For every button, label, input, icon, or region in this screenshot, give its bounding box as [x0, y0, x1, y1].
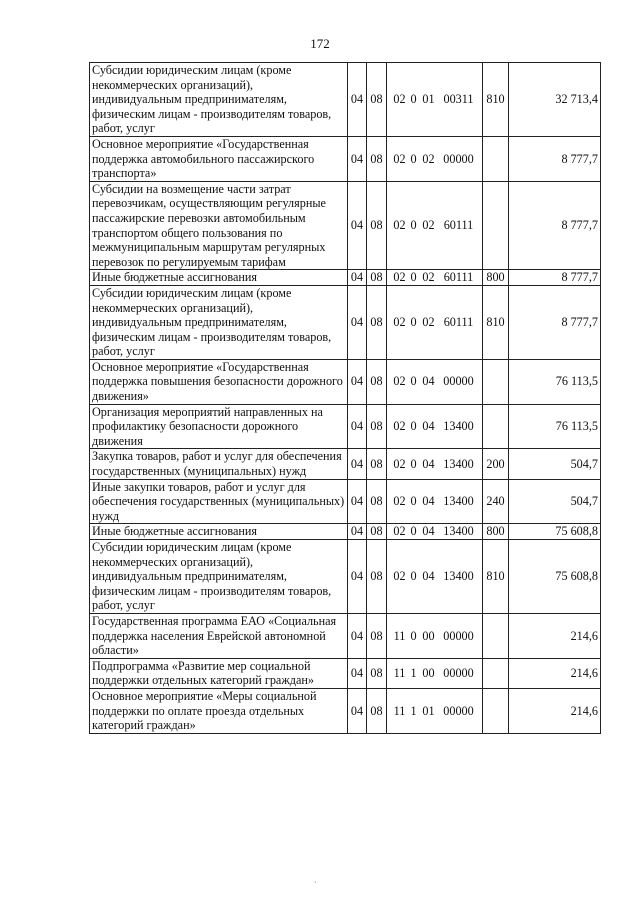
cell-rz: 04 [350, 524, 364, 539]
row-csr [387, 613, 483, 658]
cell-p2: 0 [410, 524, 417, 539]
cell-vr: 810 [486, 92, 505, 107]
table-row [90, 658, 601, 688]
cell-p3: 02 [422, 315, 435, 330]
cell-p3: 04 [422, 374, 435, 389]
cell-p2: 0 [410, 456, 417, 471]
row-name [90, 658, 348, 688]
row-name [90, 540, 348, 614]
cell-p3: 04 [422, 569, 435, 584]
cell-p1: 02 [393, 315, 406, 330]
row-csr [387, 136, 483, 181]
cell-name: Основное мероприятие «Государственная поддержка повышения безопасности дорожного движения» [92, 359, 343, 404]
cell-pr: 08 [370, 374, 383, 389]
cell-p4: 13400 [443, 569, 474, 584]
row-pr [367, 285, 387, 359]
cell-p1: 02 [393, 92, 406, 107]
cell-name: Закупка товаров, работ и услуг для обеспечения государственных (муниципальных) нужд [92, 449, 342, 479]
cell-pr: 08 [370, 419, 383, 434]
row-csr [387, 63, 483, 137]
row-pr [367, 404, 387, 449]
cell-p4: 13400 [443, 524, 474, 539]
cell-pr: 08 [370, 151, 383, 166]
budget-table [89, 62, 601, 734]
table-row [90, 63, 601, 137]
cell-p3: 04 [422, 419, 435, 434]
cell-sum: 8 777,7 [561, 218, 598, 233]
cell-p3: 01 [422, 92, 435, 107]
cell-rz: 04 [350, 374, 364, 389]
row-pr [367, 524, 387, 540]
cell-p1: 11 [393, 628, 406, 643]
cell-sum: 214,6 [570, 628, 598, 643]
table-row [90, 285, 601, 359]
row-sum [509, 688, 601, 733]
cell-pr: 08 [370, 628, 383, 643]
cell-p4: 60111 [443, 270, 474, 285]
cell-p1: 02 [393, 494, 406, 509]
cell-p1: 02 [393, 456, 406, 471]
cell-sum: 214,6 [570, 666, 598, 681]
row-rz [348, 658, 367, 688]
row-rz [348, 359, 367, 404]
cell-p2: 1 [410, 666, 417, 681]
cell-p2: 0 [410, 569, 417, 584]
cell-p2: 0 [410, 374, 417, 389]
cell-sum: 504,7 [570, 456, 598, 471]
cell-p1: 02 [393, 374, 406, 389]
row-csr [387, 270, 483, 286]
cell-p4: 60111 [443, 315, 474, 330]
cell-p2: 0 [410, 218, 417, 233]
table-row [90, 136, 601, 181]
cell-pr: 08 [370, 569, 383, 584]
cell-rz: 04 [350, 456, 364, 471]
row-sum [509, 63, 601, 137]
row-name [90, 181, 348, 270]
cell-p1: 02 [393, 151, 406, 166]
row-rz [348, 181, 367, 270]
cell-p3: 04 [422, 494, 435, 509]
row-vr [483, 404, 509, 449]
row-rz [348, 136, 367, 181]
row-csr [387, 404, 483, 449]
cell-p3: 02 [422, 218, 435, 233]
cell-rz: 04 [350, 315, 364, 330]
row-sum [509, 404, 601, 449]
row-sum [509, 136, 601, 181]
row-sum [509, 613, 601, 658]
cell-p4: 13400 [443, 419, 474, 434]
cell-p4: 00000 [443, 703, 474, 718]
row-rz [348, 613, 367, 658]
row-name [90, 63, 348, 137]
cell-vr: 810 [486, 315, 505, 330]
row-csr [387, 359, 483, 404]
cell-p2: 0 [410, 270, 417, 285]
table-row [90, 540, 601, 614]
row-rz [348, 270, 367, 286]
cell-p3: 00 [422, 666, 435, 681]
cell-name: Субсидии на возмещение части затрат перевозчикам, осуществляющим регулярные пассажирские перевозки автомобильным транспортом общего пользования по межмуниципальным маршрутам регулярных перевозок по регулируемым тарифам [92, 181, 326, 269]
row-name [90, 524, 348, 540]
row-csr [387, 285, 483, 359]
cell-name: Субсидии юридическим лицам (кроме некоммерческих организаций), индивидуальным предпринимателям, физическим лицам - производителям товаров, работ, услуг [92, 63, 332, 136]
cell-pr: 08 [370, 494, 383, 509]
row-pr [367, 359, 387, 404]
cell-p3: 00 [422, 628, 435, 643]
row-csr [387, 524, 483, 540]
row-name [90, 359, 348, 404]
cell-p4: 00000 [443, 374, 474, 389]
row-pr [367, 136, 387, 181]
row-name [90, 404, 348, 449]
table-row [90, 479, 601, 524]
cell-rz: 04 [350, 703, 364, 718]
cell-name: Подпрограмма «Развитие мер социальной поддержки отдельных категорий граждан» [92, 658, 314, 688]
cell-p2: 0 [410, 315, 417, 330]
footer-mark: · [314, 878, 317, 887]
row-vr [483, 688, 509, 733]
row-sum [509, 540, 601, 614]
cell-p1: 02 [393, 270, 406, 285]
row-vr [483, 479, 509, 524]
row-sum [509, 285, 601, 359]
cell-p2: 0 [410, 151, 417, 166]
row-pr [367, 688, 387, 733]
row-csr [387, 449, 483, 479]
row-vr [483, 658, 509, 688]
table-row [90, 404, 601, 449]
cell-p2: 0 [410, 419, 417, 434]
cell-sum: 76 113,5 [555, 374, 598, 389]
cell-p1: 02 [393, 524, 406, 539]
cell-sum: 8 777,7 [561, 315, 598, 330]
cell-p3: 04 [422, 456, 435, 471]
row-pr [367, 479, 387, 524]
cell-rz: 04 [350, 270, 364, 285]
row-rz [348, 540, 367, 614]
row-sum [509, 181, 601, 270]
row-csr [387, 658, 483, 688]
cell-p1: 11 [393, 666, 406, 681]
row-pr [367, 63, 387, 137]
cell-vr: 240 [486, 494, 505, 509]
row-rz [348, 285, 367, 359]
row-vr [483, 449, 509, 479]
cell-name: Основное мероприятие «Государственная поддержка автомобильного пассажирского транспорта» [92, 136, 315, 181]
cell-p3: 01 [422, 703, 435, 718]
row-name [90, 270, 348, 286]
row-csr [387, 181, 483, 270]
cell-sum: 504,7 [570, 494, 598, 509]
cell-pr: 08 [370, 703, 383, 718]
row-rz [348, 63, 367, 137]
cell-pr: 08 [370, 666, 383, 681]
row-pr [367, 449, 387, 479]
row-rz [348, 449, 367, 479]
cell-vr: 810 [486, 569, 505, 584]
table-row [90, 688, 601, 733]
cell-p4: 00000 [443, 628, 474, 643]
cell-vr: 200 [486, 456, 505, 471]
cell-p2: 1 [410, 703, 417, 718]
cell-sum: 214,6 [570, 703, 598, 718]
cell-pr: 08 [370, 456, 383, 471]
cell-p1: 02 [393, 419, 406, 434]
cell-p3: 02 [422, 151, 435, 166]
cell-pr: 08 [370, 218, 383, 233]
cell-p4: 13400 [443, 494, 474, 509]
cell-sum: 76 113,5 [555, 419, 598, 434]
row-vr [483, 524, 509, 540]
row-sum [509, 479, 601, 524]
row-csr [387, 688, 483, 733]
cell-name: Организация мероприятий направленных на профилактику безопасности дорожного движения [92, 404, 323, 448]
cell-p4: 00311 [443, 92, 474, 107]
cell-p1: 02 [393, 569, 406, 584]
cell-rz: 04 [350, 569, 364, 584]
cell-rz: 04 [350, 218, 364, 233]
cell-p4: 00000 [443, 151, 474, 166]
row-vr [483, 359, 509, 404]
row-name [90, 688, 348, 733]
table-row [90, 181, 601, 270]
row-csr [387, 479, 483, 524]
cell-p4: 00000 [443, 666, 474, 681]
cell-name: Государственная программа ЕАО «Социальная поддержка населения Еврейской автономной области» [92, 613, 337, 658]
cell-sum: 32 713,4 [555, 92, 598, 107]
cell-name: Иные бюджетные ассигнования [92, 524, 258, 539]
table-row [90, 359, 601, 404]
row-name [90, 449, 348, 479]
cell-rz: 04 [350, 419, 364, 434]
cell-rz: 04 [350, 151, 364, 166]
row-name [90, 136, 348, 181]
cell-vr: 800 [486, 270, 505, 285]
row-sum [509, 270, 601, 286]
row-rz [348, 688, 367, 733]
table-row [90, 449, 601, 479]
cell-rz: 04 [350, 666, 364, 681]
cell-pr: 08 [370, 92, 383, 107]
table-row [90, 270, 601, 286]
row-vr [483, 613, 509, 658]
cell-sum: 75 608,8 [555, 524, 598, 539]
cell-rz: 04 [350, 494, 364, 509]
cell-p2: 0 [410, 628, 417, 643]
row-vr [483, 270, 509, 286]
row-rz [348, 524, 367, 540]
cell-p1: 02 [393, 218, 406, 233]
cell-sum: 8 777,7 [561, 151, 598, 166]
row-pr [367, 181, 387, 270]
cell-pr: 08 [370, 524, 383, 539]
cell-p3: 04 [422, 524, 435, 539]
row-vr [483, 63, 509, 137]
row-pr [367, 658, 387, 688]
cell-pr: 08 [370, 315, 383, 330]
cell-p2: 0 [410, 494, 417, 509]
row-csr [387, 540, 483, 614]
row-vr [483, 181, 509, 270]
cell-vr: 800 [486, 524, 505, 539]
row-name [90, 285, 348, 359]
row-name [90, 613, 348, 658]
cell-rz: 04 [350, 92, 364, 107]
row-vr [483, 136, 509, 181]
row-sum [509, 524, 601, 540]
cell-name: Субсидии юридическим лицам (кроме некоммерческих организаций), индивидуальным предпринимателям, физическим лицам - производителям товаров, работ, услуг [92, 285, 332, 359]
table-row [90, 524, 601, 540]
row-sum [509, 449, 601, 479]
cell-name: Иные закупки товаров, работ и услуг для обеспечения государственных (муниципальных) нужд [92, 479, 345, 523]
cell-name: Иные бюджетные ассигнования [92, 270, 258, 285]
cell-pr: 08 [370, 270, 383, 285]
table-row [90, 613, 601, 658]
cell-p2: 0 [410, 92, 417, 107]
row-sum [509, 658, 601, 688]
cell-sum: 75 608,8 [555, 569, 598, 584]
cell-sum: 8 777,7 [561, 270, 598, 285]
row-vr [483, 540, 509, 614]
row-pr [367, 613, 387, 658]
cell-name: Субсидии юридическим лицам (кроме некоммерческих организаций), индивидуальным предпринимателям, физическим лицам - производителям товаров, работ, услуг [92, 540, 332, 613]
row-rz [348, 404, 367, 449]
row-pr [367, 270, 387, 286]
cell-p3: 02 [422, 270, 435, 285]
page-number: 172 [310, 36, 330, 51]
cell-rz: 04 [350, 628, 364, 643]
cell-p4: 13400 [443, 456, 474, 471]
row-name [90, 479, 348, 524]
cell-name: Основное мероприятие «Меры социальной поддержки по оплате проезда отдельных категорий граждан» [92, 688, 317, 733]
row-vr [483, 285, 509, 359]
row-pr [367, 540, 387, 614]
row-sum [509, 359, 601, 404]
cell-p1: 11 [393, 703, 406, 718]
cell-p4: 60111 [443, 218, 474, 233]
row-rz [348, 479, 367, 524]
